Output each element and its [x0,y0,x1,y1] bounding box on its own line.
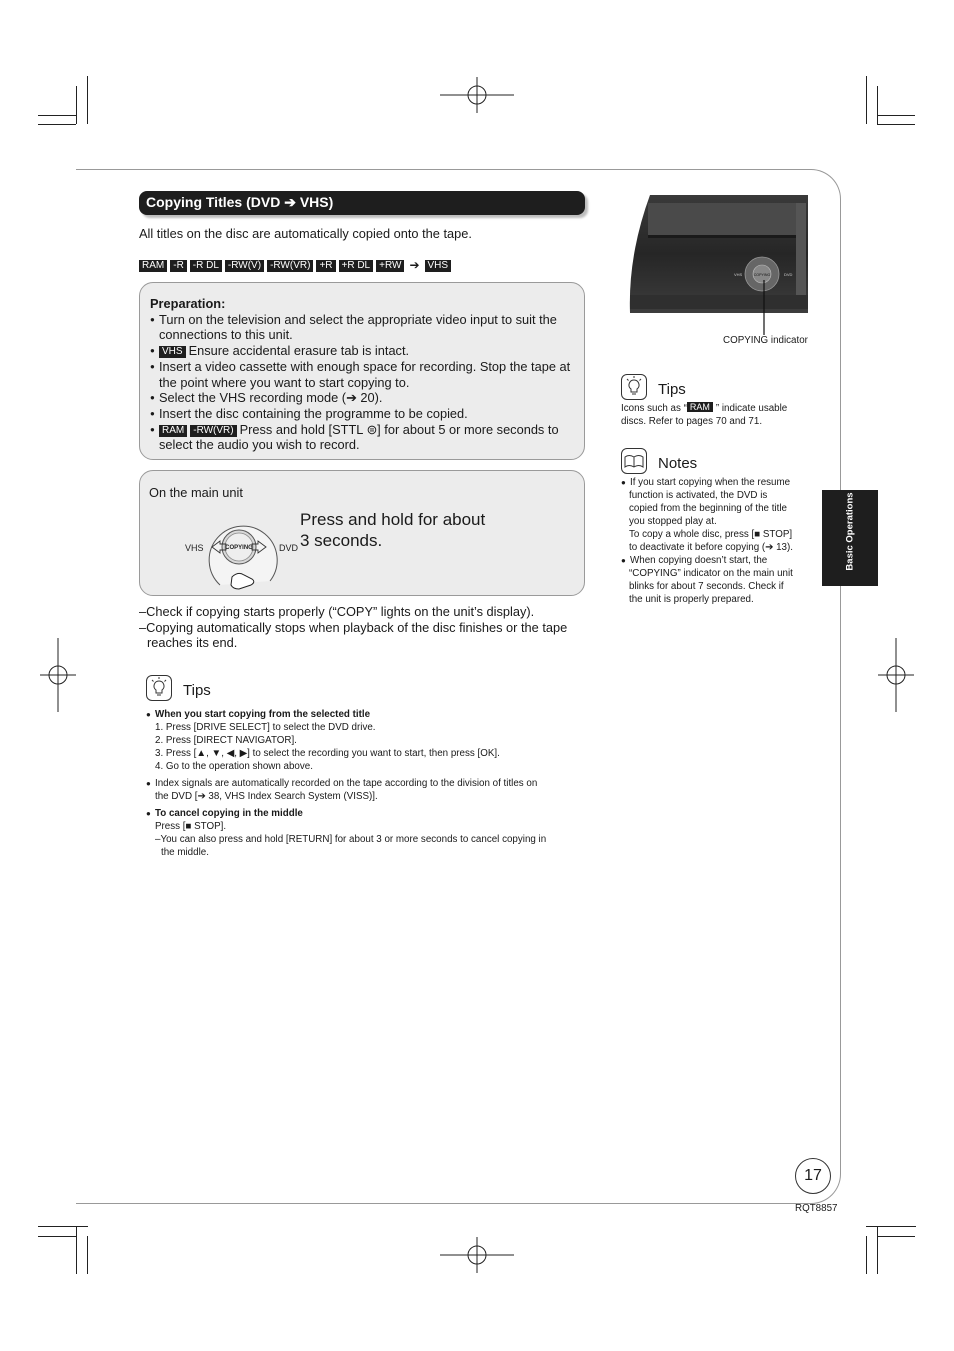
tips-heading: Tips [658,381,686,398]
registration-mark-bottom [440,1237,514,1273]
preparation-item: ● Select the VHS recording mode (➔ 20). [150,390,576,406]
panel-vhs-label: VHS [734,272,743,277]
preparation-item: ● VHS Ensure accidental erasure tab is intact. [150,343,576,359]
lightbulb-icon [146,675,172,701]
dvd-recorder-front-panel [620,195,812,345]
tips-left-content: ● When you start copying from the selected title 1. Press [DRIVE SELECT] to select the DVD drive. 2. Press [DIRECT NAVIGATOR]. 3. Press [▲, ▼, ◀, ▶] to select the recording you want to start, then press [OK]. 4. Go to the operation shown above. ● Index signals are automatically recorded on the tape according to the division of titles on the DVD [➔ 38, VHS Index Search System (VISS)]. ● To cancel copying in the middle Press [■ STOP]. –You can also press and hold [RETURN] for about 3 or more seconds to cancel copying in the middle. [146,708,586,859]
vhs-tag: VHS [159,346,186,358]
rwvr-tag: -RW(VR) [190,425,236,437]
main-unit-label: On the main unit [149,485,243,500]
tips-right-content: Icons such as “ RAM ” indicate usable discs. Refer to pages 70 and 71. [621,402,788,427]
registration-mark-right [878,638,914,712]
ram-tag: RAM [159,425,187,437]
preparation-item: ● Insert a video cassette with enough space for recording. Stop the tape at the point where you want to start copying to. [150,359,576,390]
disc-tag: +RW [376,260,404,272]
preparation-item: ● RAM -RW(VR) Press and hold [STTL ⊜] for about 5 or more seconds to select the audio you wish to record. [150,422,576,453]
disc-tags-row [139,258,454,272]
panel-copying-button: COPYING [753,273,771,277]
vhs-direction-label: VHS [185,543,204,553]
preparation-item: ● Turn on the television and select the appropriate video input to suit the connections to this unit. [150,312,576,343]
disc-tag: +R DL [339,260,374,272]
copying-button-label: COPYING [225,545,253,551]
ram-tag: RAM [687,402,713,412]
disc-tag-target: VHS [425,260,452,272]
page-number: 17 [795,1158,831,1194]
preparation-box [139,282,585,460]
lightbulb-icon [621,374,647,400]
disc-tag: RAM [139,260,167,272]
side-tab-basic-operations[interactable]: Basic Operations [822,490,878,586]
registration-mark-top [440,77,514,113]
disc-tag: -R DL [190,260,222,272]
press-hold-instruction: Press and hold for about 3 seconds. [300,510,486,550]
tips-heading: Tips [183,682,211,699]
disc-tag: -R [170,260,187,272]
disc-tag: +R [316,260,335,272]
main-unit-box [139,470,585,596]
notes-book-icon [621,448,647,474]
document-code: RQT8857 [795,1203,838,1214]
copy-check-notes: –Check if copying starts properly (“COPY” lights on the unit’s display). –Copying automatically stops when playback of the disc finishes or the tape reaches its end. [139,604,568,651]
notes-content: ● If you start copying when the resume function is activated, the DVD is copied from the beginning of the title you stopped play at. To copy a whole disc, press [■ STOP] to deactivate it before copying (➔ 13). ● When copying doesn’t start, the “COPYING” indicator on the main unit blinks for about 7 seconds. Check if the unit is properly prepared. [621,476,821,606]
copying-button-diagram [182,511,302,593]
disc-tag: -RW(VR) [267,260,313,272]
copying-indicator-label: COPYING indicator [723,335,808,346]
notes-heading: Notes [658,455,698,472]
registration-mark-left [40,638,76,712]
arrow-icon: ➔ [409,258,420,272]
preparation-item: ● Insert the disc containing the programme to be copied. [150,406,576,422]
dvd-direction-label: DVD [279,543,299,553]
panel-dvd-label: DVD [784,272,793,277]
disc-tag: -RW(V) [225,260,264,272]
section-title: Copying Titles (DVD ➔ VHS) [139,191,585,215]
intro-text: All titles on the disc are automatically copied onto the tape. [139,226,472,241]
preparation-heading: Preparation: [150,296,226,311]
